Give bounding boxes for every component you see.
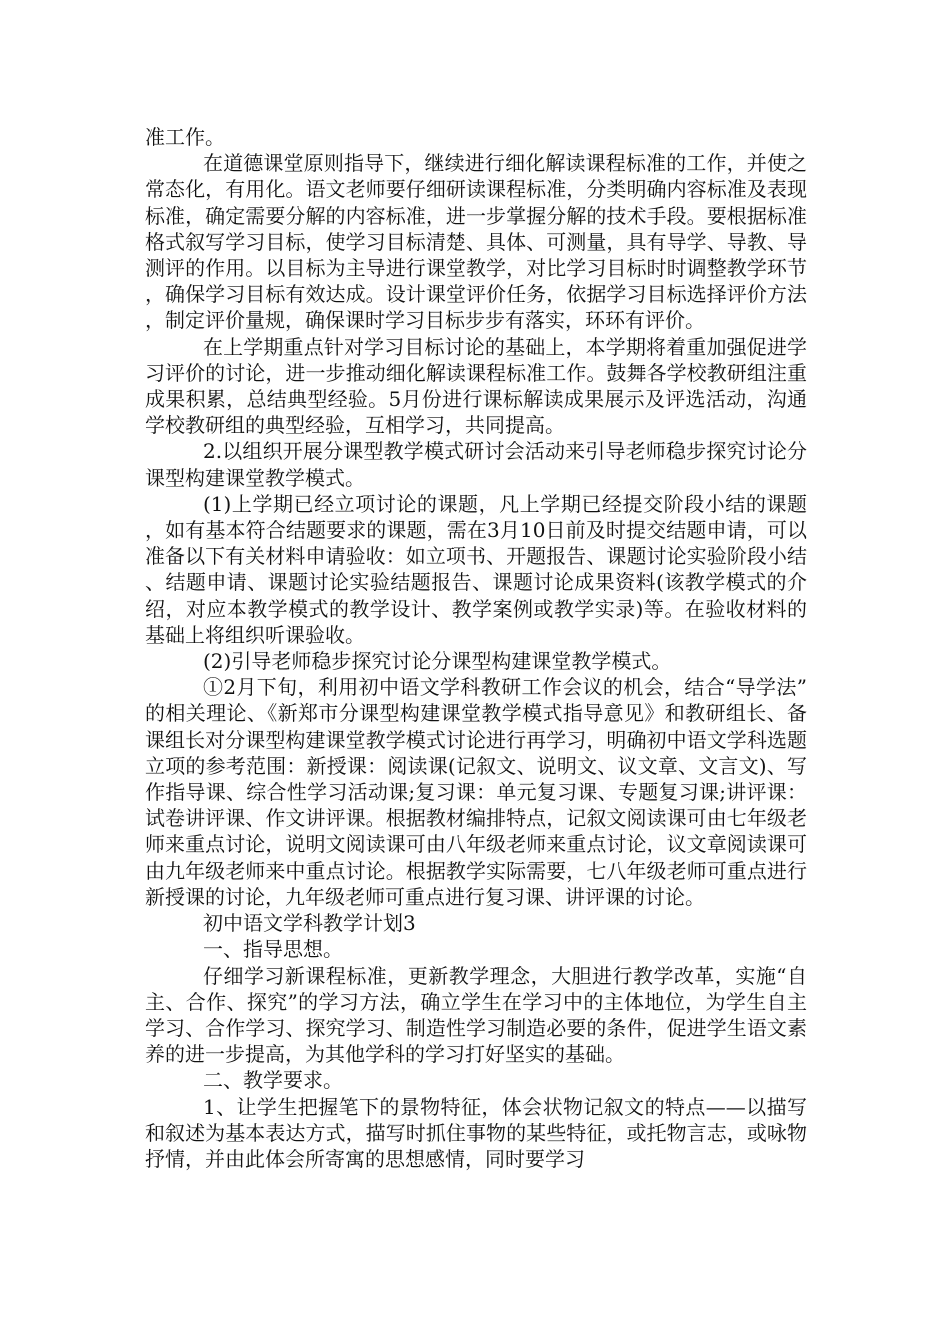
- section-title-plan-3: 初中语文学科教学计划3: [203, 911, 416, 936]
- section-heading-guiding-ideology: 一、指导思想。: [203, 937, 343, 962]
- paragraph-item-2-2: (2)引导老师稳步探究讨论分课型构建课堂教学模式。: [203, 649, 672, 674]
- paragraph-learning-evaluation: 在上学期重点针对学习目标讨论的基础上，本学期将着重加强促进学习评价的讨论，进一步推动细化解读课程标准工作。鼓舞各学校教研组注重成果积累，总结典型经验。5月份进行课标解读成果展示及评选活动，沟通学校教研组的典型经验，互相学习，共同提高。: [145, 334, 807, 438]
- paragraph-item-2: 2.以组织开展分课型教学模式研讨会活动来引导老师稳步探究讨论分课型构建课堂教学模式。: [145, 439, 807, 490]
- paragraph-item-circle-1: ①2月下旬，利用初中语文学科教研工作会议的机会，结合“导学法”的相关理论、《新郑市分课型构建课堂教学模式指导意见》和教研组长、备课组长对分课型构建课堂教学模式讨论进行再学习，明确初中语文学科选题立项的参考范围：新授课：阅读课(记叙文、说明文、议文章、文言文)、写作指导课、综合性学习活动课;复习课：单元复习课、专题复习课;讲评课：试卷讲评课、作文讲评课。根据教材编排特点，记叙文阅读课可由七年级老师来重点讨论，说明文阅读课可由八年级老师来重点讨论，议文章阅读课可由九年级老师来中重点讨论。根据教学实际需要，七八年级老师可重点进行新授课的讨论，九年级老师可重点进行复习课、讲评课的讨论。: [145, 675, 807, 909]
- paragraph-item-2-1: (1)上学期已经立项讨论的课题，凡上学期已经提交阶段小结的课题，如有基本符合结题要求的课题，需在3月10日前及时提交结题申请，可以准备以下有关材料申请验收：如立项书、开题报告、课题讨论实验阶段小结、结题申请、课题讨论实验结题报告、课题讨论成果资料(该教学模式的介绍，对应本教学模式的教学设计、教学案例或教学实录)等。在验收材料的基础上将组织听课验收。: [145, 491, 807, 647]
- paragraph-requirement-1: 1、让学生把握笔下的景物特征，体会状物记叙文的特点——以描写和叙述为基本表达方式，描写时抓住事物的某些特征，或托物言志，或咏物抒情，并由此体会所寄寓的思想感情，同时要学习: [145, 1094, 807, 1171]
- section-heading-teaching-requirements: 二、教学要求。: [203, 1068, 343, 1093]
- paragraph-continuation: 准工作。: [145, 125, 225, 149]
- paragraph-curriculum-standards: 在道德课堂原则指导下，继续进行细化解读课程标准的工作，并使之常态化，有用化。语文老师要仔细研读课程标准，分类明确内容标准及表现标准，确定需要分解的内容标准，进一步掌握分解的技术手段。要根据标准格式叙写学习目标，使学习目标清楚、具体、可测量，具有导学、导教、导测评的作用。以目标为主导进行课堂教学，对比学习目标时时调整教学环节，确保学习目标有效达成。设计课堂评价任务，依据学习目标选择评价方法，制定评价量规，确保课时学习目标步步有落实，环环有评价。: [145, 151, 807, 333]
- paragraph-guiding-ideology: 仔细学习新课程标准，更新教学理念，大胆进行教学改革，实施“自主、合作、探究”的学习方法，确立学生在学习中的主体地位，为学生自主学习、合作学习、探究学习、制造性学习制造必要的条件，促进学生语文素养的进一步提高，为其他学科的学习打好坚实的基础。: [145, 963, 807, 1067]
- document-body: [145, 124, 807, 1172]
